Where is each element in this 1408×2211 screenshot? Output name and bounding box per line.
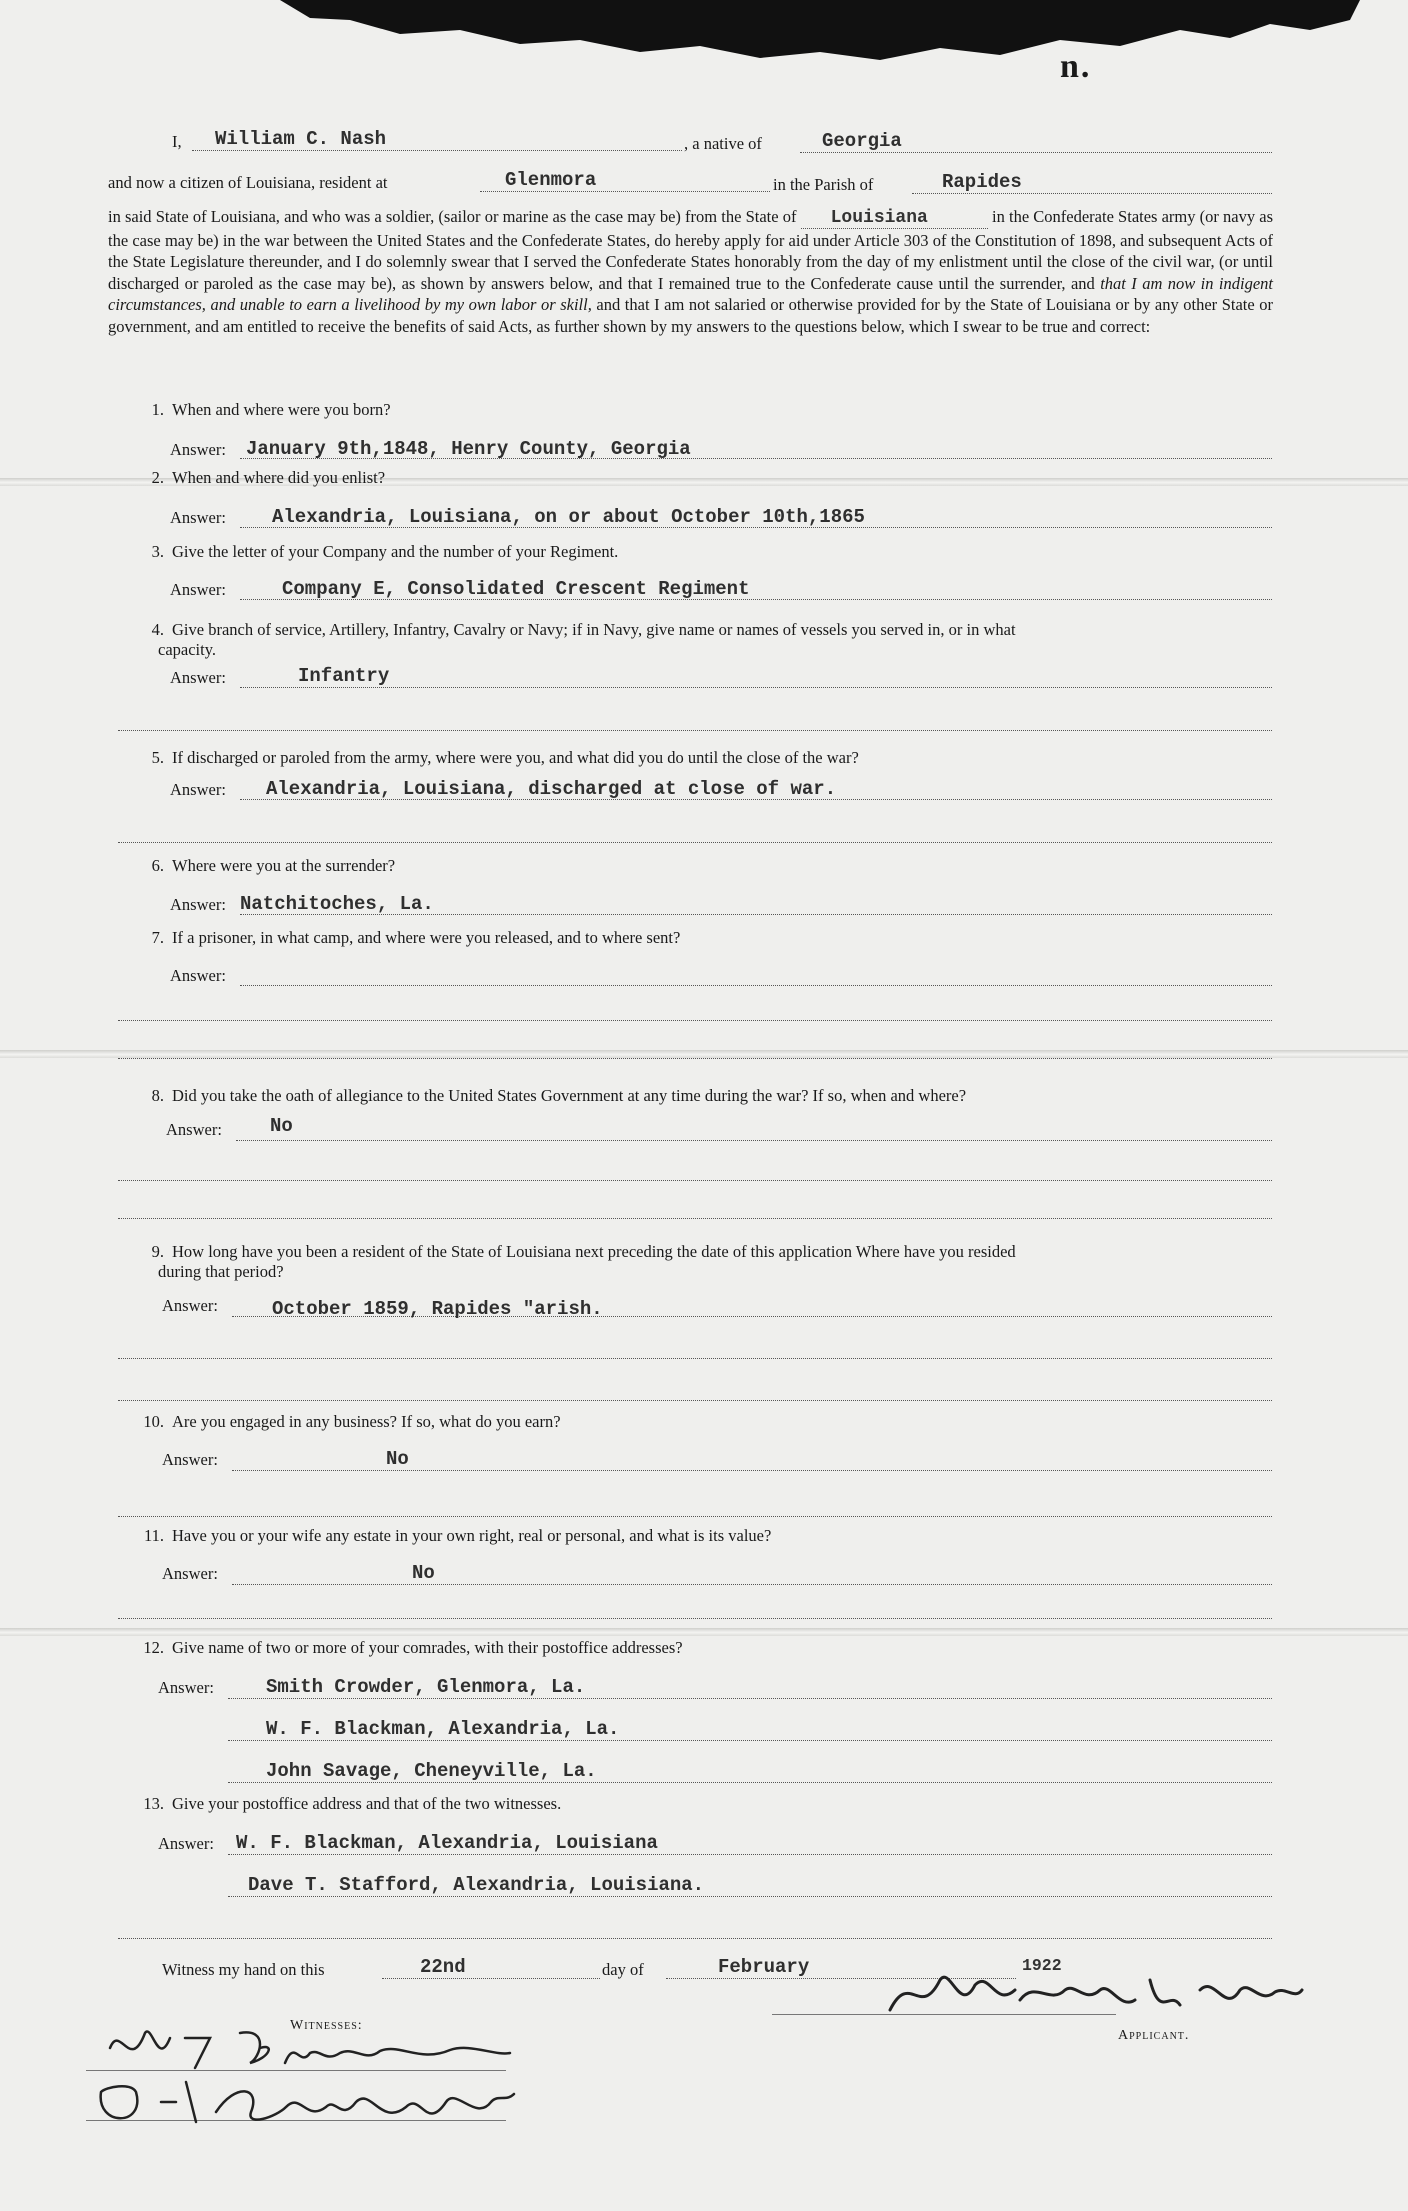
witness-month-value: February <box>718 1956 810 1978</box>
parish-value: Rapides <box>942 171 1022 193</box>
answer-9: October 1859, Rapides "arish. <box>272 1298 603 1320</box>
form-title-fragment: n. <box>1060 48 1092 85</box>
answer-label: Answer: <box>158 1678 214 1697</box>
resident-at-value: Glenmora <box>505 169 597 191</box>
native-of-value: Georgia <box>822 130 902 152</box>
answer-line <box>232 1470 1272 1471</box>
answer-line-extra <box>118 1058 1272 1059</box>
answer-6: Natchitoches, La. <box>240 893 434 915</box>
oath-part2: in the Confederate States army (or navy as the case may be) in the war between the United States and the Confederate States, do hereby apply for aid under Article 303 of the Constitution of 1898, and subsequent Acts of the State Legislature thereunder, and I do solemnly swear that I served the Confederate States honorably from the day of my enlistment until the close of the civil war, (or until discharged or paroled as the case may be), as shown by answers below, and that I remained true to the Confederate cause until the surrender, and <box>108 207 1274 293</box>
answer-line-extra <box>118 1180 1272 1181</box>
question-13: 13. Give your postoffice address and that of the two witnesses. <box>143 1794 562 1813</box>
answer-label: Answer: <box>170 580 226 599</box>
answer-label: Answer: <box>170 440 226 459</box>
witnesses-label: Witnesses: <box>290 2018 363 2033</box>
label-citizen: and now a citizen of Louisiana, resident at <box>108 173 388 192</box>
fold-crease <box>0 1628 1408 1636</box>
answer-line-extra <box>118 1516 1272 1517</box>
answer-12-line-3: John Savage, Cheneyville, La. <box>266 1760 597 1782</box>
answer-5: Alexandria, Louisiana, discharged at close of war. <box>266 778 837 800</box>
answer-line-extra <box>118 1938 1272 1939</box>
applicant-signature <box>870 1960 1310 2040</box>
answer-12-line-2: W. F. Blackman, Alexandria, La. <box>266 1718 620 1740</box>
question-3: 3. Give the letter of your Company and the number of your Regiment. <box>151 542 619 561</box>
answer-line-extra <box>118 1358 1272 1359</box>
answer-12-line-1: Smith Crowder, Glenmora, La. <box>266 1676 586 1698</box>
answer-label: Answer: <box>158 1834 214 1853</box>
witness-signature-2 <box>86 2072 526 2142</box>
answer-label: Answer: <box>170 668 226 687</box>
torn-top-edge <box>280 0 1360 70</box>
name-line <box>192 150 682 151</box>
resident-line <box>480 191 770 192</box>
answer-label: Answer: <box>166 1120 222 1139</box>
oath-part1: in said State of Louisiana, and who was a soldier, (sailor or marine as the case may be) from the State of <box>108 207 797 226</box>
question-10: 10. Are you engaged in any business? If so, what do you earn? <box>143 1412 561 1431</box>
witness-day-value: 22nd <box>420 1956 466 1978</box>
answer-line <box>228 1782 1272 1783</box>
native-line <box>800 152 1272 153</box>
applicant-label: Applicant. <box>1118 2028 1190 2043</box>
answer-1: January 9th,1848, Henry County, Georgia <box>246 438 691 460</box>
answer-line-extra <box>118 1218 1272 1219</box>
question-5: 5. If discharged or paroled from the army, where were you, and what did you do until the close of the war? <box>151 748 859 767</box>
answer-13-line-1: W. F. Blackman, Alexandria, Louisiana <box>236 1832 658 1854</box>
day-line <box>382 1978 600 1979</box>
question-9: 9. How long have you been a resident of the State of Louisiana next preceding the date of this application Where have you resided during that period? <box>151 1242 1016 1281</box>
parish-line <box>912 193 1272 194</box>
answer-line-extra <box>118 730 1272 731</box>
answer-11: No <box>412 1562 435 1584</box>
question-8: 8. Did you take the oath of allegiance to the United States Government at any time during the war? If so, when and where? <box>151 1086 967 1105</box>
witness-year-value: 1922 <box>1022 1956 1062 1975</box>
applicant-name: William C. Nash <box>215 128 387 150</box>
answer-line <box>228 1896 1272 1897</box>
oath-paragraph <box>108 206 1273 337</box>
question-1: 1. When and where were you born? <box>151 400 391 419</box>
answer-label: Answer: <box>170 780 226 799</box>
question-7: 7. If a prisoner, in what camp, and where were you released, and to where sent? <box>151 928 681 947</box>
answer-3: Company E, Consolidated Crescent Regiment <box>282 578 750 600</box>
question-6: 6. Where were you at the surrender? <box>151 856 396 875</box>
answer-label: Answer: <box>162 1564 218 1583</box>
answer-label: Answer: <box>170 508 226 527</box>
answer-10: No <box>386 1448 409 1470</box>
witness-signature-1 <box>100 2018 520 2078</box>
day-of-label: day of <box>602 1960 644 1979</box>
answer-line <box>240 985 1272 986</box>
answer-label: Answer: <box>170 895 226 914</box>
answer-line-extra <box>118 1020 1272 1021</box>
label-parish: in the Parish of <box>773 175 874 194</box>
answer-4: Infantry <box>298 665 390 687</box>
answer-label: Answer: <box>162 1450 218 1469</box>
question-12: 12. Give name of two or more of your comrades, with their postoffice addresses? <box>143 1638 683 1657</box>
oath-part3: and that I am not salaried or otherwise provided for by the State of Louisiana or by any other State or government, and am entitled to receive the benefits of said Acts, as further shown by my answers to the questions below, which I swear to be true and correct: <box>108 295 1274 336</box>
answer-line <box>228 1740 1272 1741</box>
answer-line-extra <box>118 1618 1272 1619</box>
answer-line-extra <box>118 842 1272 843</box>
question-2: 2. When and where did you enlist? <box>151 468 386 487</box>
answer-line <box>232 1584 1272 1585</box>
witness-hand-label: Witness my hand on this <box>162 1960 325 1979</box>
label-i: I, <box>172 132 182 151</box>
question-11: 11. Have you or your wife any estate in your own right, real or personal, and what is its value? <box>143 1526 772 1545</box>
answer-13-line-2: Dave T. Stafford, Alexandria, Louisiana. <box>248 1874 705 1896</box>
answer-line-extra <box>118 1400 1272 1401</box>
question-4: 4. Give branch of service, Artillery, Infantry, Cavalry or Navy; if in Navy, give name or names of vessels you served in, or in what capacity. <box>151 620 1016 659</box>
label-native: , a native of <box>684 134 762 153</box>
answer-line <box>240 687 1272 688</box>
answer-line <box>228 1698 1272 1699</box>
fold-crease <box>0 1050 1408 1058</box>
oath-italic: that I am now in indigent circumstances, and unable to earn a livelihood by my own labor or skill, <box>108 273 1274 314</box>
answer-line <box>236 1140 1272 1141</box>
answer-label: Answer: <box>170 966 226 985</box>
answer-label: Answer: <box>162 1296 218 1315</box>
answer-2: Alexandria, Louisiana, on or about October 10th,1865 <box>272 506 865 528</box>
state-served-value: Louisiana <box>801 208 988 229</box>
answer-8: No <box>270 1115 293 1137</box>
answer-line <box>228 1854 1272 1855</box>
